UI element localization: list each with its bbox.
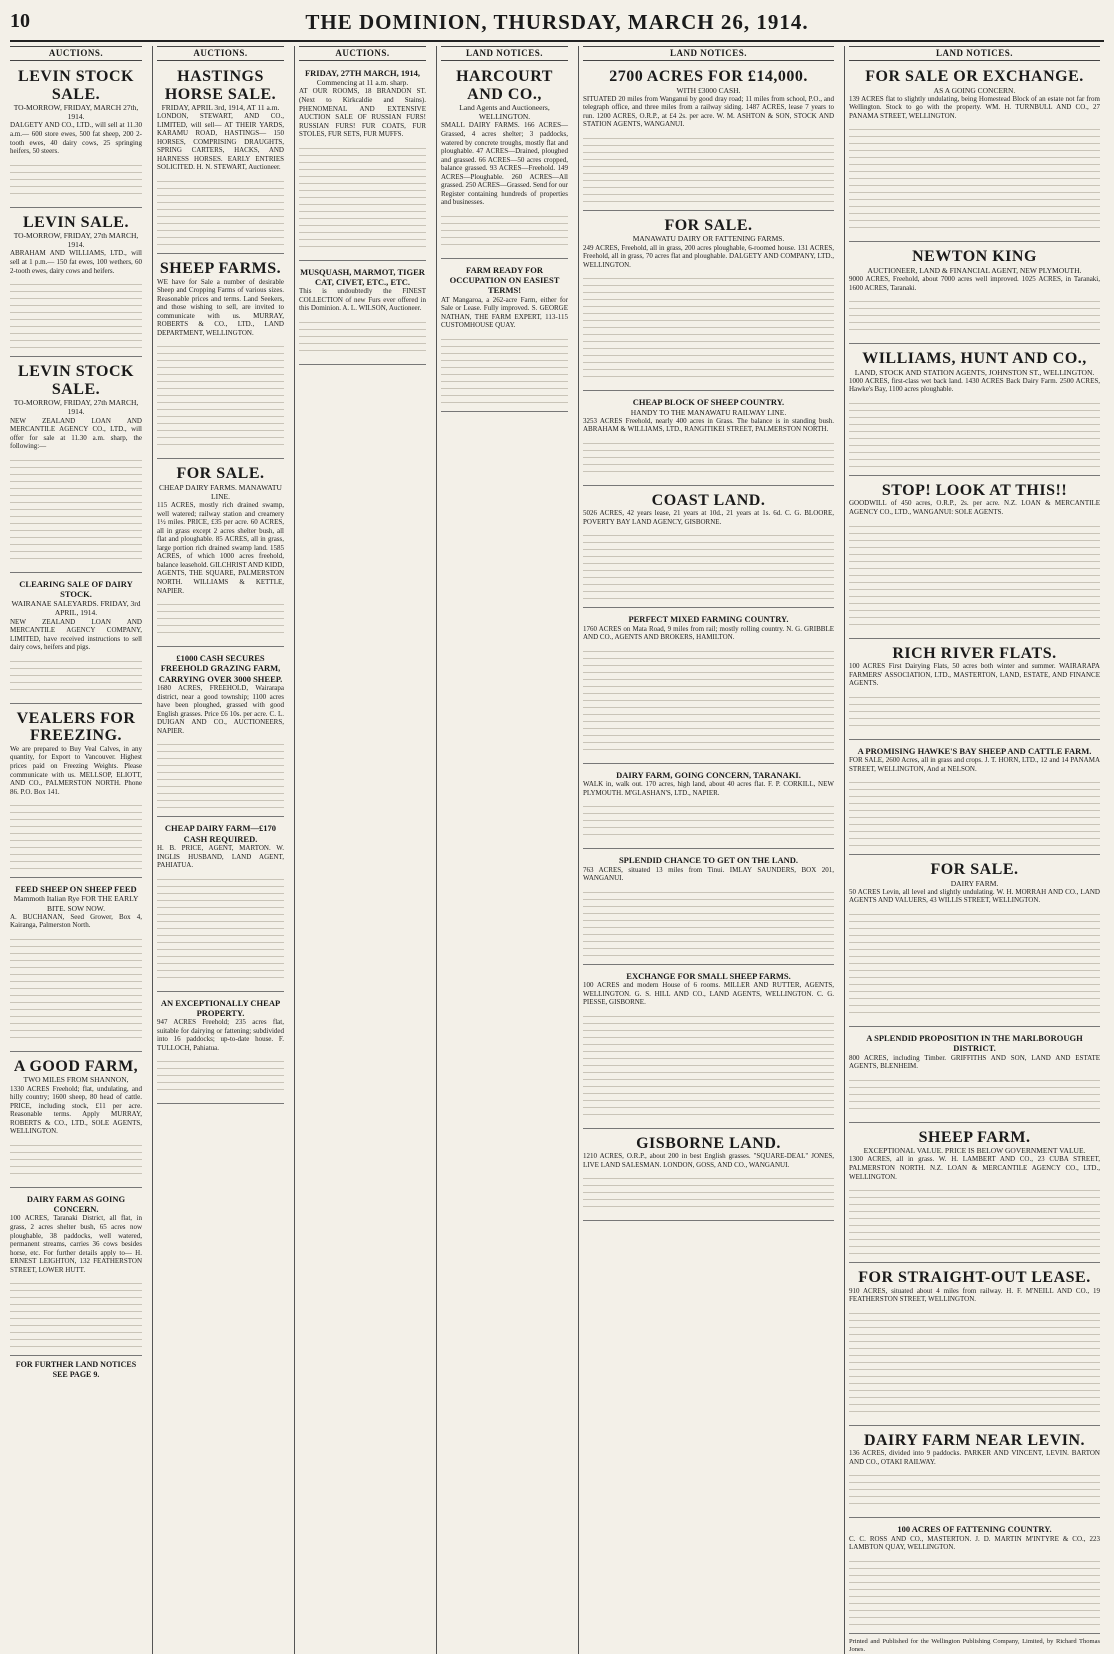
ad-subtitle: Mammoth Italian Rye FOR THE EARLY BITE. SOW NOW. — [13, 894, 139, 913]
ad-body-text: SMALL DAIRY FARMS. 166 ACRES—Grassed, 4 acres shelter; 3 paddocks, watered by concrete troughs, mostly flat and ploughable. 47 ACRES—Drained, ploughed and grassed. 66 ACRES—50 acres cropped, balance grassed. 93 ACRES—Freehold. 149 ACRES—Ploughable. 260 ACRES—All grassed. 250 ACRES—Grassed. Send for our Register containing hundreds of properties and businesses. — [441, 121, 568, 207]
ad-body-text: 1000 ACRES, first-class wet back land. 1430 ACRES Back Dairy Farm. 2500 ACRES, Hawke's Bay, 1100 acres ploughable. — [849, 376, 1100, 394]
ad-body-text: 9000 ACRES, Freehold, about 7000 acres well improved. 1025 ACRES, in Taranaki, 1600 ACRES, Taranaki. — [849, 275, 1100, 292]
ad-title: £1000 CASH SECURES FREEHOLD GRAZING FARM, CARRYING OVER 3000 SHEEP. — [158, 653, 283, 684]
ad-text-lines — [10, 454, 142, 564]
ad-title: RICH RIVER FLATS. — [892, 644, 1057, 662]
column-6 — [844, 46, 1104, 1654]
ad-title: A PROMISING HAWKE'S BAY SHEEP AND CATTLE FARM. — [857, 745, 1092, 756]
ad-title: CLEARING SALE OF DAIRY STOCK. — [19, 578, 133, 599]
ad-body-text: 5026 ACRES, 42 years lease, 21 years at 10d., 21 years at 1s. 6d. C. G. BLOORE, POVERTY BAY LAND AGENCY, GISBORNE. — [583, 509, 834, 526]
ad-body-text: C. C. ROSS AND CO., MASTERTON. J. D. MARTIN M'INTYRE & CO., 223 LAMBTON QUAY, WELLINGTON. — [849, 1534, 1100, 1552]
ad-title: CHEAP BLOCK OF SHEEP COUNTRY. — [632, 397, 785, 408]
ad-text-lines — [157, 175, 284, 245]
ad-text-lines — [849, 1184, 1100, 1254]
advertisement — [299, 264, 426, 365]
ad-title: SPLENDID CHANCE TO GET ON THE LAND. — [618, 855, 799, 866]
ad-text-lines — [10, 655, 142, 695]
ad-title: FOR STRAIGHT-OUT LEASE. — [858, 1269, 1091, 1287]
ad-text-lines — [583, 437, 834, 477]
ad-text-lines — [10, 1139, 142, 1179]
column-2 — [152, 46, 288, 1654]
ad-body-text: 100 ACRES and modern House of 6 rooms. MILLER AND RUTTER, AGENTS, WELLINGTON. G. S. HILL AND CO., LAND AGENTS, WELLINGTON. C. G. PIESSE, GISBORNE. — [583, 981, 834, 1007]
ad-text-lines — [849, 691, 1100, 731]
ad-body-text: 249 ACRES, Freehold, all in grass, 200 acres ploughable, 6-roomed house. 131 ACRES, Freehold, all in grass, 70 acres flat and ploughable. DALGETY AND COMPANY, LTD., WELLINGTON. — [583, 243, 834, 269]
column-heading: AUCTIONS. — [10, 46, 142, 61]
ad-title: GISBORNE LAND. — [636, 1134, 781, 1152]
ad-body-text: 1680 ACRES, FREEHOLD, Wairarapa district, near a good township; 1100 acres have been ploughed, grassed with good English grasses. Price £6 10s. per acre. C. L. DUIGAN AND CO., AUCTIONEERS, NAPIER. — [157, 684, 284, 735]
advertisement — [583, 489, 834, 609]
ad-title: NEWTON KING — [912, 248, 1037, 266]
ad-title: LEVIN SALE. — [23, 213, 129, 231]
ad-title: AN EXCEPTIONALLY CHEAP PROPERTY. — [160, 997, 281, 1018]
ad-body-text: 1210 ACRES, O.R.P., about 200 in best English grasses. "SQUARE-DEAL" JONES, LIVE LAND SALESMAN. LONDON, GOSS, AND CO., WANGANUI. — [583, 1152, 834, 1169]
ad-title: HARCOURT AND CO., — [456, 67, 553, 103]
ad-text-lines — [157, 598, 284, 638]
advertisement — [583, 1132, 834, 1222]
ad-title: FOR SALE. — [664, 216, 753, 234]
ad-body-text: 3253 ACRES Freehold, nearly 400 acres in Grass. The balance is in standing bush. ABRAHAM & WILLIAMS, LTD., RANGITIKEI STREET, PALMERSTON NORTH. — [583, 416, 834, 434]
ad-title: DAIRY FARM NEAR LEVIN. — [863, 1431, 1086, 1449]
ad-text-lines — [583, 800, 834, 840]
ad-title: FARM READY FOR OCCUPATION ON EASIEST TERMS! — [449, 264, 560, 296]
column-4 — [436, 46, 572, 1654]
advertisement — [849, 858, 1100, 1027]
ad-text-lines — [583, 529, 834, 599]
ad-title: FRIDAY, 27TH MARCH, 1914, — [304, 67, 421, 78]
ad-title: MUSQUASH, MARMOT, TIGER CAT, CIVET, ETC., ETC. — [300, 266, 425, 288]
ad-title: 2700 ACRES FOR £14,000. — [609, 67, 808, 85]
ad-text-lines — [849, 123, 1100, 233]
ad-body-text: DALGETY AND CO., LTD., will sell at 11.30 a.m.— 600 store ewes, 500 fat sheep, 200 2-tooth ewes, 40 dairy cows, 25 springing heifers, 50 steers. — [10, 121, 142, 156]
ad-body-text: 50 ACRES Levin, all level and slightly undulating. W. H. MORRAH AND CO., LAND AGENTS AND VALUERS, 43 WILLIS STREET, WELLINGTON. — [849, 887, 1100, 905]
ad-text-lines — [849, 1555, 1100, 1625]
ad-text-lines — [583, 645, 834, 755]
advertisement — [10, 65, 142, 208]
ad-title: FOR SALE OR EXCHANGE. — [865, 67, 1084, 85]
ad-title: A SPLENDID PROPOSITION IN THE MARLBOROUGH DISTRICT. — [866, 1032, 1083, 1054]
ad-subtitle: TO-MORROW, FRIDAY, 27th MARCH, 1914. — [13, 231, 139, 250]
ad-body-text: NEW ZEALAND LOAN AND MERCANTILE AGENCY CO., LTD., will offer for sale at 11.30 a.m. sharp, the following:— — [10, 416, 142, 451]
advertisement — [10, 1055, 142, 1188]
ad-text-lines — [849, 520, 1100, 630]
ad-subtitle: TO-MORROW, FRIDAY, 27th MARCH, 1914. — [13, 398, 139, 417]
advertisement — [849, 1521, 1100, 1633]
advertisement — [849, 65, 1100, 242]
advertisement — [849, 1266, 1100, 1426]
columns-grid — [10, 46, 1104, 1653]
ad-text-lines — [10, 933, 142, 1043]
advertisement — [441, 262, 568, 412]
ad-text-lines — [157, 738, 284, 808]
printer-imprint: Printed and Published for the Wellington Publishing Company, Limited, by Richard Thomas Jones. — [849, 1637, 1100, 1653]
advertisement — [583, 394, 834, 486]
advertisement — [583, 65, 834, 211]
ad-title: DAIRY FARM, GOING CONCERN, TARANAKI. — [616, 769, 801, 780]
column-1 — [10, 46, 146, 1654]
ad-subtitle: Land Agents and Auctioneers, WELLINGTON. — [459, 103, 550, 122]
advertisement — [10, 360, 142, 573]
ad-text-lines — [583, 886, 834, 956]
ad-title: SHEEP FARMS. — [159, 260, 282, 278]
advertisement — [157, 257, 284, 459]
ad-title: FOR SALE. — [930, 861, 1019, 879]
ad-title: HASTINGS HORSE SALE. — [164, 67, 277, 103]
ad-text-lines — [441, 333, 568, 403]
ad-subtitle: CHEAP DAIRY FARMS. MANAWATU LINE. — [159, 482, 282, 502]
ad-body-text: 139 ACRES flat to slightly undulating, being Homestead Block of an estate not far from Wellington. Stock to go with the property. WM. H. TURNBULL AND CO., 27 PANAMA STREET, WELLINGTON. — [849, 94, 1100, 120]
advertisement — [849, 1030, 1100, 1123]
advertisement — [10, 881, 142, 1052]
ad-text-lines — [157, 1055, 284, 1095]
ad-body-text: SITUATED 20 miles from Wanganui by good dray road; 11 miles from school, P.O., and telegraph office, and three miles from a railway siding. 1487 ACRES, lease 7 years to run. 1200 ACRES, O.R.P., at £4 2s. per acre. W. M. ASHTON & SON, STOCK AND STATION AGENTS, WANGANUI. — [583, 94, 834, 129]
advertisement — [849, 743, 1100, 855]
ad-body-text: 1300 ACRES, all in grass. W. H. LAMBERT AND CO., 23 CUBA STREET, PALMERSTON NORTH. N.Z. LOAN & MERCANTILE AGENCY CO., LTD., WELLINGTON. — [849, 1155, 1100, 1181]
ad-subtitle: TWO MILES FROM SHANNON, — [23, 1075, 129, 1085]
ad-text-lines — [583, 132, 834, 202]
ad-subtitle: DAIRY FARM. — [950, 878, 999, 888]
ad-body-text: ABRAHAM AND WILLIAMS, LTD., will sell at 1 p.m.— 150 fat ewes, 100 wethers, 60 2-tooth ewes, dairy cows and heifers. — [10, 249, 142, 275]
ad-text-lines — [157, 340, 284, 450]
ad-text-lines — [10, 278, 142, 348]
ad-text-lines — [583, 1172, 834, 1212]
ad-body-text: 1760 ACRES on Mata Road, 9 miles from rail; mostly rolling country. N. G. GRIBBLE AND CO., AGENTS AND BROKERS, HAMILTON. — [583, 624, 834, 642]
ad-title: WILLIAMS, HUNT AND CO., — [862, 350, 1087, 368]
column-heading: LAND NOTICES. — [441, 46, 568, 61]
ad-text-lines — [849, 295, 1100, 335]
advertisement — [157, 462, 284, 647]
ad-body-text: 947 ACRES Freehold; 235 acres flat, suitable for dairying or fattening; subdivided into 16 paddocks; up-to-date house. F. TULLOCH, Pahiatua. — [157, 1018, 284, 1052]
ad-body-text: 910 ACRES, situated about 4 miles from railway. H. F. M'NEILL AND CO., 19 FEATHERSTON STREET, WELLINGTON. — [849, 1286, 1100, 1304]
ad-subtitle: AS A GOING CONCERN. — [933, 85, 1016, 95]
column-heading: AUCTIONS. — [299, 46, 426, 61]
ad-subtitle: AUCTIONEER, LAND & FINANCIAL AGENT, NEW PLYMOUTH. — [867, 265, 1082, 275]
ad-body-text: 800 ACRES, including Timber. GRIFFITHS AND SON, LAND AND ESTATE AGENTS, BLENHEIM. — [849, 1053, 1100, 1071]
column-footer-note: FOR FURTHER LAND NOTICES SEE PAGE 9. — [15, 1360, 137, 1379]
advertisement — [849, 347, 1100, 476]
ad-subtitle: WAIRANAE SALEYARDS. FRIDAY, 3rd APRIL, 1914. — [11, 599, 141, 618]
ad-text-lines — [10, 799, 142, 869]
column-3 — [294, 46, 430, 1654]
ad-body-text: 136 ACRES, divided into 9 paddocks. PARKER AND VINCENT, LEVIN. BARTON AND CO., OTAKI RAILWAY. — [849, 1449, 1100, 1466]
ad-text-lines — [157, 873, 284, 983]
advertisement — [849, 1126, 1100, 1263]
ad-text-lines — [849, 1074, 1100, 1114]
column-heading: AUCTIONS. — [157, 46, 284, 61]
ad-title: FOR SALE. — [176, 465, 265, 483]
ad-subtitle: TO-MORROW, FRIDAY, MARCH 27th, 1914. — [13, 103, 139, 122]
advertisement — [583, 968, 834, 1129]
ad-body-text: WE have for Sale a number of desirable Sheep and Cropping Farms of various sizes. Reasonable prices and terms. Land Seekers, and those wishing to sell, are invited to communicate with us. MURRAY, ROBERTS & CO., LTD., LAND DEPARTMENT, WELLINGTON. — [157, 277, 284, 337]
ad-subtitle: MANAWATU DAIRY OR FATTENING FARMS. — [632, 234, 785, 244]
ad-text-lines — [849, 1307, 1100, 1417]
ad-subtitle: FRIDAY, APRIL 3rd, 1914, AT 11 a.m. — [161, 103, 280, 113]
ad-body-text: NEW ZEALAND LOAN AND MERCANTILE AGENCY COMPANY, LIMITED, have received instructions to sell dairy cows, heifers and pigs. — [10, 617, 142, 652]
advertisement — [849, 479, 1100, 639]
ad-body-text: This is undoubtedly the FINEST COLLECTION of new Furs ever offered in this Dominion. A. L. WILSON, Auctioneer. — [299, 287, 426, 313]
advertisement — [10, 576, 142, 704]
advertisement — [10, 1191, 142, 1356]
ad-title: LEVIN STOCK SALE. — [18, 363, 134, 398]
advertisement — [10, 707, 142, 878]
ad-body-text: 100 ACRES, Taranaki District, all flat, in grass, 2 acres shelter bush, 65 acres now ploughable, 38 paddocks, well watered, permanent streams, carries 36 cows besides horse, etc. For further details apply to— H. ERNEST LEIGHTON, 132 FEATHERSTON STREET, LOWER HUTT. — [10, 1214, 142, 1274]
page-number: 10 — [10, 10, 30, 32]
ad-title: 100 ACRES OF FATTENING COUNTRY. — [897, 1524, 1052, 1535]
ad-body-text: WALK in, walk out. 170 acres, high land, about 40 acres flat. F. P. CORKILL, NEW PLYMOUTH. M'GLASHAN'S, LTD., NAPIER. — [583, 780, 834, 797]
ad-body-text: H. B. PRICE, AGENT, MARTON. W. INGLIS HUSBAND, LAND AGENT, PAHIATUA. — [157, 844, 284, 870]
ad-body-text: 763 ACRES, situated 13 miles from Tinui. IMLAY SAUNDERS, BOX 201, WANGANUI. — [583, 865, 834, 883]
advertisement — [583, 214, 834, 391]
advertisement — [441, 65, 568, 259]
ad-text-lines — [299, 142, 426, 252]
ad-subtitle: Commencing at 11 a.m. sharp. — [316, 78, 409, 88]
ad-body-text: AT Mangaroa, a 262-acre Farm, either for Sale or Lease. Fully improved. S. GEORGE NATHAN, THE FARM EXPERT, 113-115 CUSTOMHOUSE QUAY. — [441, 295, 568, 330]
ad-title: DAIRY FARM AS GOING CONCERN. — [26, 1193, 126, 1215]
ad-text-lines — [10, 159, 142, 199]
advertisement — [583, 852, 834, 964]
ad-title: SHEEP FARM. — [918, 1128, 1031, 1146]
advertisement — [849, 642, 1100, 740]
ad-title: FEED SHEEP ON SHEEP FEED — [15, 884, 137, 895]
ad-text-lines — [441, 210, 568, 250]
ad-body-text: FOR SALE, 2600 Acres, all in grass and crops. J. T. HORN, LTD., 12 and 14 PANAMA STREET, WELLINGTON, And at NELSON. — [849, 756, 1100, 773]
ad-title: COAST LAND. — [651, 491, 766, 509]
advertisement — [10, 211, 142, 357]
ad-title: STOP! LOOK AT THIS!! — [881, 481, 1068, 499]
ad-title: PERFECT MIXED FARMING COUNTRY. — [628, 614, 789, 625]
ad-body-text: We are prepared to Buy Veal Calves, in any quantity, for Export to Vancouver. Highest prices paid on Freezing Weights. Please communicate with us. MELLSOP, ELIOTT, AND CO., PALMERSTON NORTH. Phone 86. P.O. Box 141. — [10, 744, 142, 796]
ad-title: LEVIN STOCK SALE. — [18, 67, 134, 103]
advertisement — [583, 767, 834, 849]
ad-text-lines — [10, 1277, 142, 1347]
ad-title: EXCHANGE FOR SMALL SHEEP FARMS. — [626, 970, 791, 981]
ad-body-text: 100 ACRES First Dairying Flats, 50 acres both winter and summer. WAIRARAPA FARMERS' ASSOCIATION, LTD., MASTERTON, LAND, ESTATE, AND FINANCE AGENTS. — [849, 662, 1100, 688]
advertisement — [157, 995, 284, 1105]
advertisement — [849, 1429, 1100, 1519]
ad-subtitle: EXCEPTIONAL VALUE. PRICE IS BELOW GOVERNMENT VALUE. — [863, 1146, 1086, 1156]
ad-text-lines — [583, 1010, 834, 1120]
column-heading: LAND NOTICES. — [849, 46, 1100, 61]
ad-title: VEALERS FOR FREEZING. — [16, 709, 136, 745]
ad-text-lines — [849, 908, 1100, 1018]
advertisement — [849, 245, 1100, 344]
column-5 — [578, 46, 838, 1654]
advertisement — [157, 820, 284, 991]
ad-body-text: AT OUR ROOMS, 18 BRANDON ST. (Next to Kirkcaldie and Stains). PHENOMENAL AND EXTENSIVE AUCTION SALE OF RUSSIAN FURS! RUSSIAN FURS! FUR COATS, FUR STOLES, FUR SETS, FUR MUFFS. — [299, 87, 426, 139]
ad-subtitle: HANDY TO THE MANAWATU RAILWAY LINE. — [630, 407, 787, 417]
advertisement — [157, 650, 284, 817]
ad-text-lines — [849, 776, 1100, 846]
advertisement — [157, 65, 284, 254]
ad-body-text: 1330 ACRES Freehold; flat, undulating, and hilly country; 1600 sheep, 80 head of cattle. PRICE, including stock, £11 per acre. Reasonable terms. Apply MURRAY, ROBERTS & CO., LTD., SOLE AGENTS, WELLINGTON. — [10, 1084, 142, 1136]
ad-subtitle: WITH £3000 CASH. — [676, 85, 741, 95]
newspaper-title: THE DOMINION, THURSDAY, MARCH 26, 1914. — [305, 10, 809, 34]
ad-title: A GOOD FARM, — [13, 1057, 139, 1075]
ad-subtitle: LAND, STOCK AND STATION AGENTS, JOHNSTON ST., WELLINGTON. — [854, 367, 1095, 377]
ad-title: CHEAP DAIRY FARM—£170 CASH REQUIRED. — [164, 823, 277, 844]
masthead — [10, 6, 1104, 42]
advertisement — [299, 65, 426, 261]
ad-body-text: 115 ACRES, mostly rich drained swamp, well watered; railway station and creamery 1½ miles. PRICE, £35 per acre. 60 ACRES, all in grass except 2 acres shelter bush, all flat and ploughable. 85 ACRES, all in grass, large portion rich drained swamp land. 1585 ACRES, of which 1000 acres freehold, balance leasehold. GILCHRIST AND KIDD, AGENTS, THE SQUARE, PALMERSTON NORTH. WILLIAMS & KETTLE, NAPIER. — [157, 501, 285, 595]
ad-text-lines — [299, 316, 426, 356]
advertisement — [583, 611, 834, 763]
ad-body-text: A. BUCHANAN, Seed Grower, Box 4, Kairanga, Palmerston North. — [10, 912, 142, 930]
ad-body-text: LONDON, STEWART, AND CO., LIMITED, will sell— AT THEIR YARDS, KARAMU ROAD, HASTINGS— 150 HORSES, COMPRISING DRAUGHTS, SPRING CARTERS, HACKS, AND HARNESS HORSES. EARLY ENTRIES SOLICITED. H. N. STEWART, Auctioneer. — [157, 112, 284, 172]
ad-text-lines — [583, 272, 834, 382]
column-heading: LAND NOTICES. — [583, 46, 834, 61]
ad-text-lines — [849, 397, 1100, 467]
ad-text-lines — [849, 1469, 1100, 1509]
ad-body-text: GOODWILL of 450 acres, O.R.P., 2s. per acre. N.Z. LOAN & MERCANTILE AGENCY CO., LTD., WANGANUI: SOLE AGENTS. — [849, 499, 1100, 517]
